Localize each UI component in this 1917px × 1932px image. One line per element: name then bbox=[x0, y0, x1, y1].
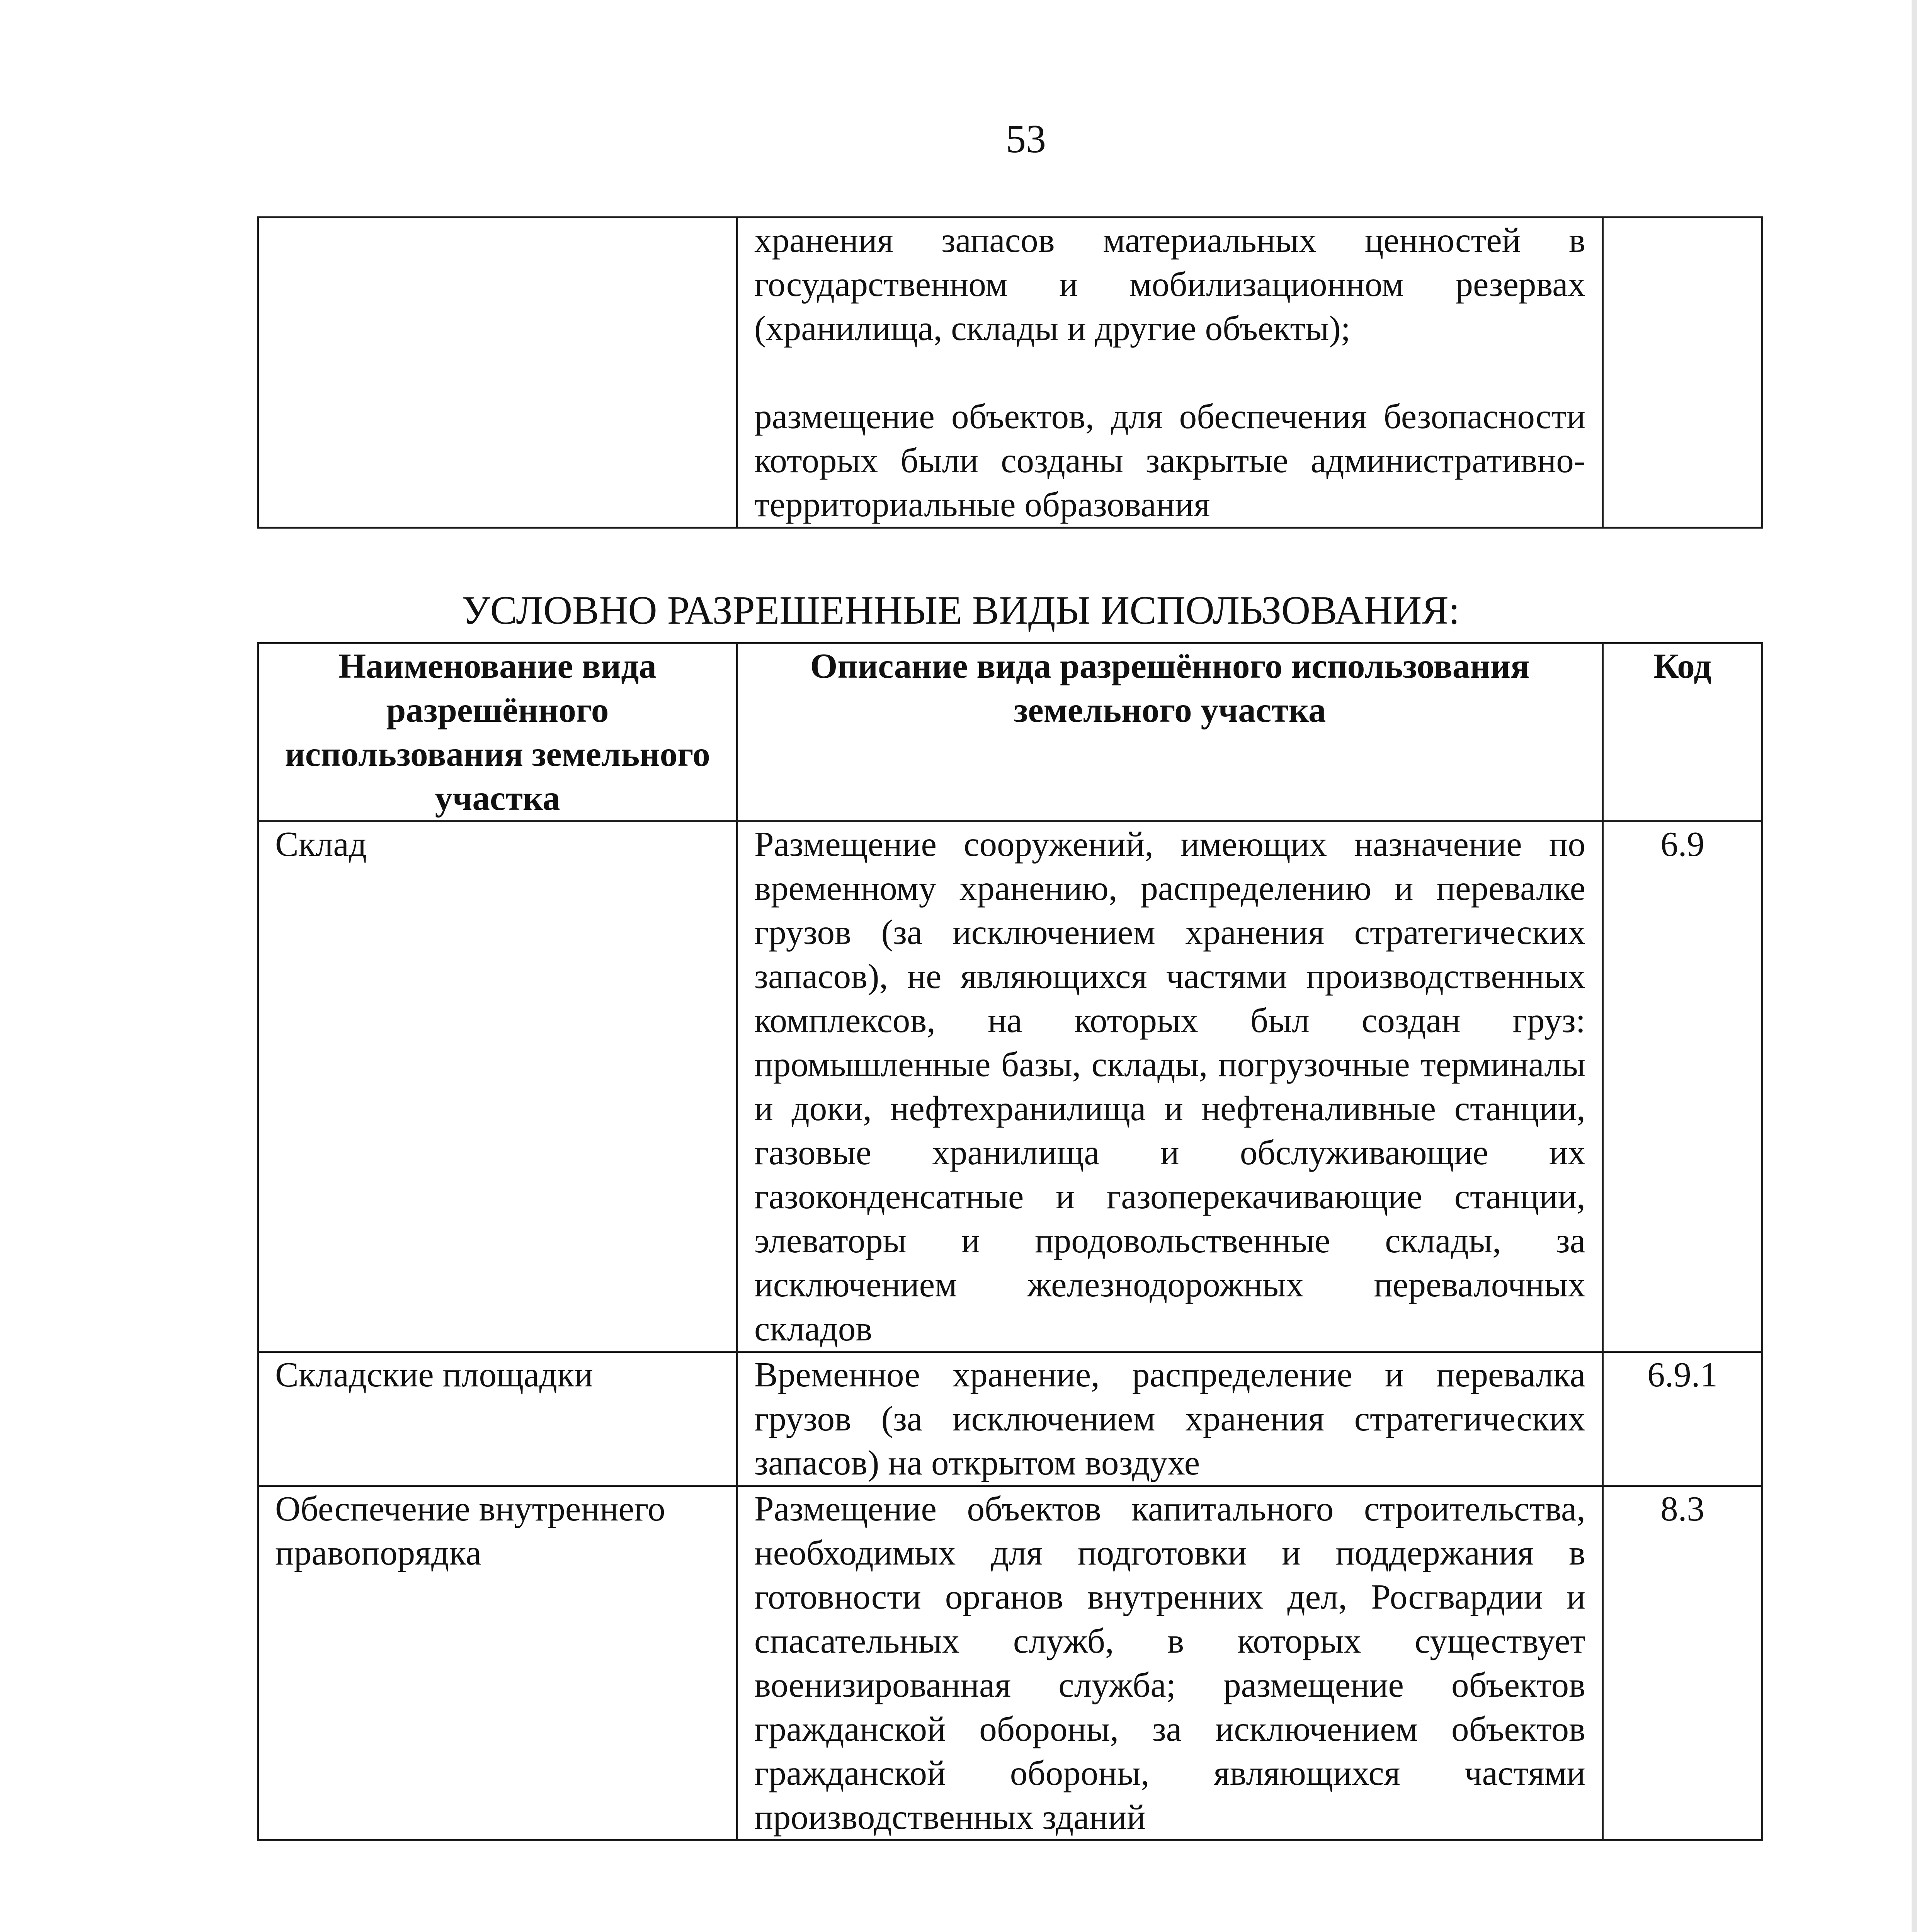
use-name-cell: Обеспечение внутреннего правопорядка bbox=[258, 1486, 737, 1840]
use-name-cell bbox=[258, 218, 737, 528]
column-header-code: Код bbox=[1603, 643, 1762, 821]
table-row bbox=[258, 821, 1762, 1352]
table-row bbox=[258, 1486, 1762, 1840]
use-code-cell: 6.9 bbox=[1603, 821, 1762, 1352]
column-header-name: Наименование вида разрешённого использования земельного участка bbox=[258, 643, 737, 821]
use-code-cell bbox=[1603, 218, 1762, 528]
use-description-cell bbox=[737, 218, 1603, 528]
use-code-cell: 8.3 bbox=[1603, 1486, 1762, 1840]
conditional-uses-table bbox=[257, 642, 1763, 1841]
continuation-table bbox=[257, 216, 1763, 529]
description-paragraph: Размещение сооружений, имеющих назначение по временному хранению, распределению и перевалке грузов (за исключением хранения стратегических запасов), не являющихся частями производственных комплексов, на которых был создан груз: промышленные базы, склады, погрузочные терминалы и доки, нефтехранилища и нефтеналивные станции, газовые хранилища и обслуживающие их газоконденсатные и газоперекачивающие станции, элеваторы и продовольственные склады, за исключением железнодорожных перевалочных складов bbox=[754, 825, 1585, 1348]
use-description-cell bbox=[737, 1486, 1603, 1840]
description-paragraph: хранения запасов материальных ценностей в государственном и мобилизационном резервах (хранилища, склады и другие объекты); bbox=[754, 221, 1585, 348]
table-header-row bbox=[258, 643, 1762, 821]
table-row bbox=[258, 1352, 1762, 1486]
column-header-description: Описание вида разрешённого использования земельного участка bbox=[737, 643, 1603, 821]
page-edge bbox=[1912, 0, 1917, 1932]
conditional-uses-title: УСЛОВНО РАЗРЕШЕННЫЕ ВИДЫ ИСПОЛЬЗОВАНИЯ: bbox=[462, 588, 1460, 633]
table-row bbox=[258, 218, 1762, 528]
page-number: 53 bbox=[1006, 117, 1046, 161]
description-paragraph: Размещение объектов капитального строительства, необходимых для подготовки и поддержания в готовности органов внутренних дел, Росгвардии и спасательных служб, в которых существует военизированная служба; размещение объектов гражданской обороны, за исключением объектов гражданской обороны, являющихся частями производственных зданий bbox=[754, 1489, 1585, 1837]
use-name-cell: Склад bbox=[258, 821, 737, 1352]
use-name-cell: Складские площадки bbox=[258, 1352, 737, 1486]
use-description-cell bbox=[737, 821, 1603, 1352]
use-code-cell: 6.9.1 bbox=[1603, 1352, 1762, 1486]
description-paragraph: размещение объектов, для обеспечения безопасности которых были созданы закрытые административно-территориальные образования bbox=[754, 397, 1585, 524]
use-description-cell bbox=[737, 1352, 1603, 1486]
description-paragraph: Временное хранение, распределение и перевалка грузов (за исключением хранения стратегических запасов) на открытом воздухе bbox=[754, 1355, 1585, 1482]
